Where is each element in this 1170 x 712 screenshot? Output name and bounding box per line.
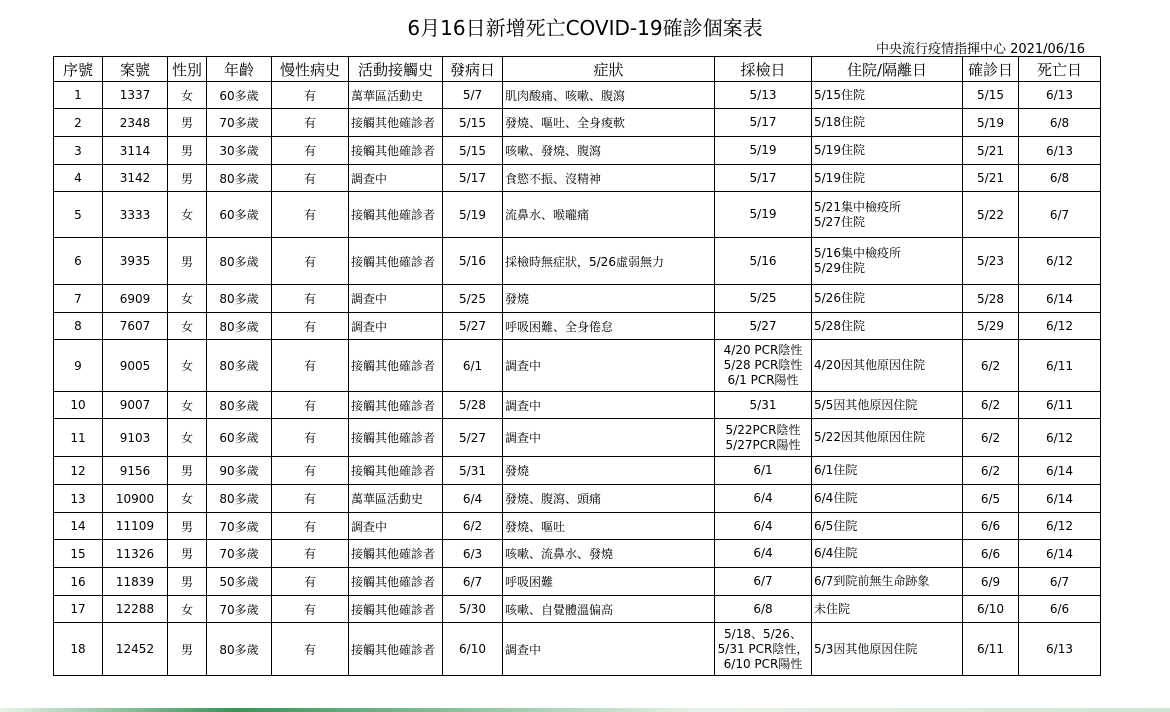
sex-cell: 男 — [168, 137, 207, 165]
col-header-case-number: 案號 — [103, 57, 168, 82]
cell-line: 5/5因其他原因住院 — [814, 397, 918, 412]
onset-date-cell: 6/1 — [443, 340, 503, 392]
death-date-cell: 6/7 — [1019, 192, 1101, 238]
onset-date-cell: 5/19 — [443, 192, 503, 238]
sex-cell: 女 — [168, 340, 207, 392]
table-row — [54, 392, 1101, 419]
death-date-cell: 6/14 — [1019, 485, 1101, 513]
serial-cell: 18 — [54, 623, 103, 676]
onset-date-cell: 5/31 — [443, 457, 503, 485]
hospitalization-cell — [812, 540, 963, 568]
serial-cell: 7 — [54, 285, 103, 313]
hospitalization-cell — [812, 192, 963, 238]
test-date-cell — [715, 238, 812, 285]
contact-history-cell: 接觸其他確診者 — [349, 392, 443, 419]
serial-cell: 3 — [54, 137, 103, 165]
hospitalization-cell — [812, 596, 963, 623]
hospitalization-cell — [812, 513, 963, 540]
case-number-cell: 9007 — [103, 392, 168, 419]
col-header-test-date: 採檢日 — [715, 57, 812, 82]
symptoms-cell: 發燒、嘔吐、全身痠軟 — [503, 109, 715, 137]
table-row — [54, 137, 1101, 165]
onset-date-cell: 5/27 — [443, 313, 503, 340]
cell-line: 6/4住院 — [814, 491, 858, 505]
contact-history-cell: 接觸其他確診者 — [349, 419, 443, 457]
cell-line: 5/15住院 — [814, 87, 865, 102]
case-number-cell: 3114 — [103, 137, 168, 165]
cell-line: 5/25 — [749, 291, 777, 305]
page-title: 6月16日新增死亡COVID-19確診個案表 — [407, 16, 763, 40]
death-date-cell: 6/13 — [1019, 623, 1101, 676]
age-cell: 70多歲 — [207, 540, 272, 568]
serial-cell: 6 — [54, 238, 103, 285]
symptoms-cell: 咳嗽、流鼻水、發燒 — [503, 540, 715, 568]
cell-line: 6/7到院前無生命跡象 — [814, 574, 930, 588]
table-row — [54, 238, 1101, 285]
symptoms-cell: 調查中 — [503, 392, 715, 419]
serial-cell: 16 — [54, 568, 103, 596]
chronic-disease-cell: 有 — [272, 540, 349, 568]
death-date-cell: 6/8 — [1019, 165, 1101, 192]
serial-cell: 13 — [54, 485, 103, 513]
hospitalization-cell — [812, 238, 963, 285]
symptoms-cell: 呼吸困難、全身倦怠 — [503, 313, 715, 340]
confirmed-date-cell: 6/2 — [963, 340, 1019, 392]
age-cell: 30多歲 — [207, 137, 272, 165]
cell-line: 5/16 — [749, 253, 777, 268]
death-case-table — [53, 56, 1101, 676]
table-row — [54, 313, 1101, 340]
confirmed-date-cell: 5/15 — [963, 82, 1019, 109]
hospitalization-cell — [812, 457, 963, 485]
test-date-cell — [715, 82, 812, 109]
death-date-cell: 6/12 — [1019, 313, 1101, 340]
serial-cell: 2 — [54, 109, 103, 137]
age-cell: 90多歲 — [207, 457, 272, 485]
cell-line: 5/17 — [749, 170, 777, 185]
hospitalization-cell — [812, 109, 963, 137]
table-row — [54, 596, 1101, 623]
onset-date-cell: 5/30 — [443, 596, 503, 623]
sex-cell: 女 — [168, 285, 207, 313]
test-date-cell — [715, 165, 812, 192]
chronic-disease-cell: 有 — [272, 596, 349, 623]
cell-line: 5/13 — [749, 87, 777, 102]
sex-cell: 男 — [168, 540, 207, 568]
age-cell: 80多歲 — [207, 623, 272, 676]
cell-line: 6/5住院 — [814, 518, 858, 533]
age-cell: 70多歲 — [207, 109, 272, 137]
table-row — [54, 513, 1101, 540]
symptoms-cell: 發燒 — [503, 457, 715, 485]
col-header-serial: 序號 — [54, 57, 103, 82]
cell-line: 5/19 — [749, 143, 777, 157]
onset-date-cell: 6/3 — [443, 540, 503, 568]
age-cell: 70多歲 — [207, 596, 272, 623]
symptoms-cell: 調查中 — [503, 623, 715, 676]
cell-line: 5/18住院 — [814, 115, 865, 129]
chronic-disease-cell: 有 — [272, 82, 349, 109]
cell-line: 6/4 — [753, 546, 773, 560]
col-header-symptoms: 症狀 — [503, 57, 715, 82]
contact-history-cell: 接觸其他確診者 — [349, 568, 443, 596]
test-date-cell — [715, 137, 812, 165]
cell-line: 5/26住院 — [814, 291, 865, 305]
age-cell: 80多歲 — [207, 165, 272, 192]
confirmed-date-cell: 6/2 — [963, 419, 1019, 457]
test-date-cell — [715, 285, 812, 313]
contact-history-cell: 接觸其他確診者 — [349, 457, 443, 485]
case-number-cell: 7607 — [103, 313, 168, 340]
symptoms-cell: 流鼻水、喉嚨痛 — [503, 192, 715, 238]
death-date-cell: 6/6 — [1019, 596, 1101, 623]
chronic-disease-cell: 有 — [272, 457, 349, 485]
onset-date-cell: 6/2 — [443, 513, 503, 540]
death-date-cell: 6/14 — [1019, 285, 1101, 313]
age-cell: 60多歲 — [207, 192, 272, 238]
cell-line: 5/31 PCR陰性， — [717, 641, 809, 656]
contact-history-cell: 接觸其他確診者 — [349, 623, 443, 676]
bottom-divider — [0, 708, 1170, 712]
test-date-cell — [715, 568, 812, 596]
chronic-disease-cell: 有 — [272, 392, 349, 419]
sex-cell: 男 — [168, 457, 207, 485]
col-header-confirmed-date: 確診日 — [963, 57, 1019, 82]
symptoms-cell: 肌肉酸痛、咳嗽、腹瀉 — [503, 82, 715, 109]
cell-line: 5/22PCR陰性 — [725, 422, 801, 437]
age-cell: 60多歲 — [207, 419, 272, 457]
case-number-cell: 3142 — [103, 165, 168, 192]
table-row — [54, 568, 1101, 596]
symptoms-cell: 發燒 — [503, 285, 715, 313]
death-date-cell: 6/12 — [1019, 419, 1101, 457]
death-date-cell: 6/12 — [1019, 513, 1101, 540]
case-number-cell: 11839 — [103, 568, 168, 596]
contact-history-cell: 調查中 — [349, 165, 443, 192]
sex-cell: 女 — [168, 485, 207, 513]
onset-date-cell: 6/7 — [443, 568, 503, 596]
hospitalization-cell — [812, 485, 963, 513]
test-date-cell — [715, 623, 812, 676]
test-date-cell — [715, 513, 812, 540]
symptoms-cell: 咳嗽、自覺體溫偏高 — [503, 596, 715, 623]
onset-date-cell: 5/15 — [443, 109, 503, 137]
sex-cell: 女 — [168, 596, 207, 623]
cell-line: 6/10 PCR陽性 — [723, 656, 803, 671]
case-number-cell: 9156 — [103, 457, 168, 485]
table-row — [54, 192, 1101, 238]
sex-cell: 男 — [168, 568, 207, 596]
sex-cell: 女 — [168, 82, 207, 109]
onset-date-cell: 5/25 — [443, 285, 503, 313]
contact-history-cell: 萬華區活動史 — [349, 485, 443, 513]
test-date-cell — [715, 313, 812, 340]
contact-history-cell: 接觸其他確診者 — [349, 238, 443, 285]
table-row — [54, 82, 1101, 109]
confirmed-date-cell: 6/2 — [963, 392, 1019, 419]
table-row — [54, 109, 1101, 137]
test-date-cell — [715, 340, 812, 392]
cell-line: 5/28住院 — [814, 318, 865, 333]
contact-history-cell: 接觸其他確診者 — [349, 192, 443, 238]
age-cell: 80多歲 — [207, 485, 272, 513]
confirmed-date-cell: 5/19 — [963, 109, 1019, 137]
cell-line: 4/20因其他原因住院 — [814, 358, 925, 372]
serial-cell: 17 — [54, 596, 103, 623]
col-header-age: 年齡 — [207, 57, 272, 82]
hospitalization-cell — [812, 285, 963, 313]
table-row — [54, 285, 1101, 313]
cell-line: 5/17 — [749, 115, 777, 129]
onset-date-cell: 5/27 — [443, 419, 503, 457]
chronic-disease-cell: 有 — [272, 137, 349, 165]
case-number-cell: 10900 — [103, 485, 168, 513]
source-and-date: 中央流行疫情指揮中心 2021/06/16 — [875, 42, 1085, 57]
age-cell: 80多歲 — [207, 392, 272, 419]
onset-date-cell: 5/15 — [443, 137, 503, 165]
symptoms-cell: 調查中 — [503, 419, 715, 457]
hospitalization-cell — [812, 165, 963, 192]
confirmed-date-cell: 6/6 — [963, 513, 1019, 540]
case-number-cell: 1337 — [103, 82, 168, 109]
cell-line: 6/4 — [753, 491, 773, 505]
case-number-cell: 11109 — [103, 513, 168, 540]
cell-line: 5/21集中檢疫所 — [814, 199, 901, 214]
cell-line: 5/19住院 — [814, 170, 865, 185]
cell-line: 5/29住院 — [814, 261, 865, 275]
hospitalization-cell — [812, 82, 963, 109]
hospitalization-cell — [812, 623, 963, 676]
cell-line: 5/28 PCR陰性 — [723, 358, 803, 372]
age-cell: 70多歲 — [207, 513, 272, 540]
sex-cell: 女 — [168, 419, 207, 457]
onset-date-cell: 5/7 — [443, 82, 503, 109]
cell-line: 5/18、5/26、 — [724, 626, 802, 641]
sex-cell: 女 — [168, 313, 207, 340]
death-date-cell: 6/12 — [1019, 238, 1101, 285]
cell-line: 5/27住院 — [814, 214, 865, 229]
contact-history-cell: 萬華區活動史 — [349, 82, 443, 109]
cell-line: 4/20 PCR陰性 — [723, 343, 803, 357]
death-date-cell: 6/11 — [1019, 392, 1101, 419]
case-number-cell: 6909 — [103, 285, 168, 313]
cell-line: 5/27 — [749, 318, 777, 333]
test-date-cell — [715, 392, 812, 419]
cell-line: 5/3因其他原因住院 — [814, 641, 918, 656]
age-cell: 80多歲 — [207, 313, 272, 340]
test-date-cell — [715, 485, 812, 513]
confirmed-date-cell: 5/21 — [963, 165, 1019, 192]
cell-line: 5/27PCR陽性 — [725, 437, 801, 452]
onset-date-cell: 6/4 — [443, 485, 503, 513]
symptoms-cell: 咳嗽、發燒、腹瀉 — [503, 137, 715, 165]
cell-line: 6/4住院 — [814, 546, 858, 560]
contact-history-cell: 接觸其他確診者 — [349, 137, 443, 165]
death-date-cell: 6/8 — [1019, 109, 1101, 137]
col-header-hospitalization-date: 住院/隔離日 — [812, 57, 963, 82]
header-row — [54, 57, 1101, 82]
death-date-cell: 6/7 — [1019, 568, 1101, 596]
onset-date-cell: 6/10 — [443, 623, 503, 676]
sex-cell: 男 — [168, 109, 207, 137]
age-cell: 80多歲 — [207, 238, 272, 285]
chronic-disease-cell: 有 — [272, 285, 349, 313]
case-number-cell: 3333 — [103, 192, 168, 238]
test-date-cell — [715, 192, 812, 238]
chronic-disease-cell: 有 — [272, 340, 349, 392]
death-date-cell: 6/13 — [1019, 82, 1101, 109]
case-number-cell: 2348 — [103, 109, 168, 137]
cell-line: 未住院 — [814, 601, 851, 616]
serial-cell: 1 — [54, 82, 103, 109]
col-header-contact-history: 活動接觸史 — [349, 57, 443, 82]
hospitalization-cell — [812, 137, 963, 165]
symptoms-cell: 採檢時無症狀，5/26虛弱無力 — [503, 238, 715, 285]
case-number-cell: 12288 — [103, 596, 168, 623]
cell-line: 6/8 — [753, 601, 773, 616]
cell-line: 6/1 PCR陽性 — [727, 373, 799, 387]
table-row — [54, 457, 1101, 485]
serial-cell: 9 — [54, 340, 103, 392]
confirmed-date-cell: 6/10 — [963, 596, 1019, 623]
symptoms-cell: 食慾不振、沒精神 — [503, 165, 715, 192]
death-date-cell: 6/11 — [1019, 340, 1101, 392]
col-header-chronic-disease: 慢性病史 — [272, 57, 349, 82]
symptoms-cell: 呼吸困難 — [503, 568, 715, 596]
case-number-cell: 11326 — [103, 540, 168, 568]
serial-cell: 12 — [54, 457, 103, 485]
death-date-cell: 6/14 — [1019, 540, 1101, 568]
serial-cell: 4 — [54, 165, 103, 192]
hospitalization-cell — [812, 392, 963, 419]
contact-history-cell: 接觸其他確診者 — [349, 340, 443, 392]
onset-date-cell: 5/17 — [443, 165, 503, 192]
test-date-cell — [715, 419, 812, 457]
sex-cell: 男 — [168, 513, 207, 540]
test-date-cell — [715, 540, 812, 568]
age-cell: 50多歲 — [207, 568, 272, 596]
chronic-disease-cell: 有 — [272, 623, 349, 676]
case-number-cell: 9005 — [103, 340, 168, 392]
serial-cell: 15 — [54, 540, 103, 568]
serial-cell: 11 — [54, 419, 103, 457]
chronic-disease-cell: 有 — [272, 513, 349, 540]
sex-cell: 女 — [168, 192, 207, 238]
serial-cell: 5 — [54, 192, 103, 238]
cell-line: 6/1住院 — [814, 463, 858, 477]
chronic-disease-cell: 有 — [272, 419, 349, 457]
contact-history-cell: 接觸其他確診者 — [349, 109, 443, 137]
symptoms-cell: 發燒、腹瀉、頭痛 — [503, 485, 715, 513]
cell-line: 6/7 — [753, 574, 773, 588]
confirmed-date-cell: 5/21 — [963, 137, 1019, 165]
contact-history-cell: 調查中 — [349, 513, 443, 540]
cell-line: 5/31 — [749, 397, 777, 412]
sex-cell: 男 — [168, 623, 207, 676]
age-cell: 80多歲 — [207, 340, 272, 392]
confirmed-date-cell: 5/23 — [963, 238, 1019, 285]
hospitalization-cell — [812, 568, 963, 596]
sex-cell: 男 — [168, 238, 207, 285]
cell-line: 5/22因其他原因住院 — [814, 430, 925, 444]
table-row — [54, 419, 1101, 457]
test-date-cell — [715, 596, 812, 623]
col-header-sex: 性別 — [168, 57, 207, 82]
hospitalization-cell — [812, 313, 963, 340]
hospitalization-cell — [812, 419, 963, 457]
chronic-disease-cell: 有 — [272, 485, 349, 513]
contact-history-cell: 接觸其他確診者 — [349, 596, 443, 623]
case-number-cell: 3935 — [103, 238, 168, 285]
test-date-cell — [715, 457, 812, 485]
cell-line: 6/4 — [753, 518, 773, 533]
cell-line: 5/19住院 — [814, 143, 865, 157]
chronic-disease-cell: 有 — [272, 165, 349, 192]
col-header-onset-date: 發病日 — [443, 57, 503, 82]
table-row — [54, 340, 1101, 392]
serial-cell: 14 — [54, 513, 103, 540]
symptoms-cell: 調查中 — [503, 340, 715, 392]
confirmed-date-cell: 6/2 — [963, 457, 1019, 485]
confirmed-date-cell: 6/11 — [963, 623, 1019, 676]
confirmed-date-cell: 6/6 — [963, 540, 1019, 568]
contact-history-cell: 調查中 — [349, 313, 443, 340]
chronic-disease-cell: 有 — [272, 313, 349, 340]
sex-cell: 男 — [168, 165, 207, 192]
chronic-disease-cell: 有 — [272, 238, 349, 285]
chronic-disease-cell: 有 — [272, 568, 349, 596]
death-date-cell: 6/14 — [1019, 457, 1101, 485]
chronic-disease-cell: 有 — [272, 109, 349, 137]
contact-history-cell: 接觸其他確診者 — [349, 540, 443, 568]
case-number-cell: 12452 — [103, 623, 168, 676]
col-header-death-date: 死亡日 — [1019, 57, 1101, 82]
cell-line: 6/1 — [753, 463, 773, 477]
age-cell: 60多歲 — [207, 82, 272, 109]
onset-date-cell: 5/28 — [443, 392, 503, 419]
age-cell: 80多歲 — [207, 285, 272, 313]
table-row — [54, 165, 1101, 192]
table-row — [54, 485, 1101, 513]
serial-cell: 8 — [54, 313, 103, 340]
table-row — [54, 540, 1101, 568]
confirmed-date-cell: 6/5 — [963, 485, 1019, 513]
serial-cell: 10 — [54, 392, 103, 419]
confirmed-date-cell: 6/9 — [963, 568, 1019, 596]
death-date-cell: 6/13 — [1019, 137, 1101, 165]
test-date-cell — [715, 109, 812, 137]
confirmed-date-cell: 5/22 — [963, 192, 1019, 238]
case-number-cell: 9103 — [103, 419, 168, 457]
cell-line: 5/19 — [749, 207, 777, 221]
onset-date-cell: 5/16 — [443, 238, 503, 285]
cell-line: 5/16集中檢疫所 — [814, 246, 901, 260]
symptoms-cell: 發燒、嘔吐 — [503, 513, 715, 540]
confirmed-date-cell: 5/29 — [963, 313, 1019, 340]
hospitalization-cell — [812, 340, 963, 392]
sex-cell: 女 — [168, 392, 207, 419]
contact-history-cell: 調查中 — [349, 285, 443, 313]
table-row — [54, 623, 1101, 676]
confirmed-date-cell: 5/28 — [963, 285, 1019, 313]
chronic-disease-cell: 有 — [272, 192, 349, 238]
